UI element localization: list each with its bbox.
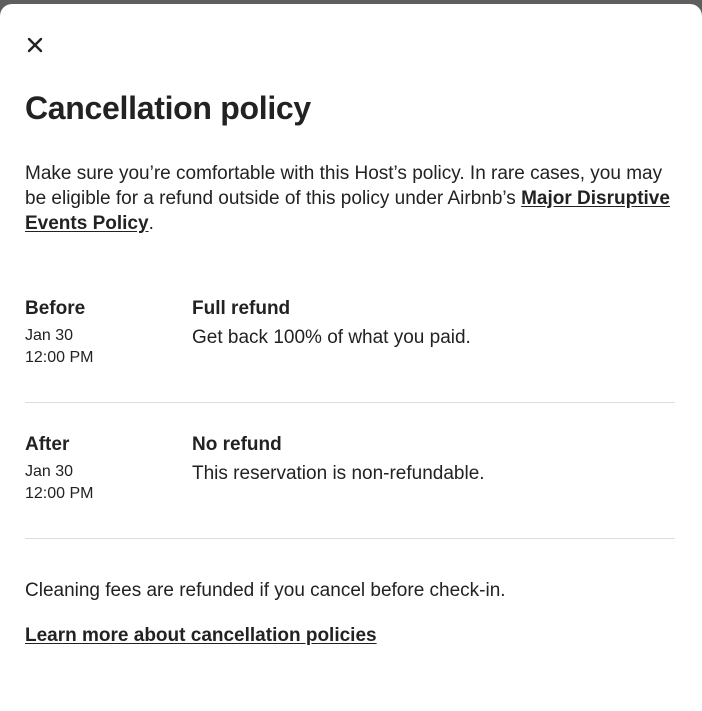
dialog-title: Cancellation policy (25, 90, 311, 126)
cancellation-policy-dialog (0, 4, 702, 711)
refund-heading: Full refund (192, 298, 291, 319)
learn-more-link[interactable]: Learn more about cancellation policies (25, 625, 377, 646)
policy-refund (192, 296, 672, 350)
close-button[interactable] (20, 30, 50, 60)
policy-when-label: After (25, 434, 70, 455)
policy-date: Jan 30 (25, 327, 74, 344)
policy-intro (25, 161, 675, 236)
refund-description: This reservation is non-refundable. (192, 463, 485, 484)
policy-row-after (25, 432, 675, 512)
row-divider (25, 538, 675, 539)
policy-intro-text: Make sure you’re comfortable with this Host’s policy. In rare cases, you may be eligible for a refund outside of this policy under Airbnb’s (25, 163, 663, 209)
policy-when (25, 432, 185, 505)
policy-refund (192, 432, 672, 486)
close-icon (27, 37, 43, 53)
policy-time: 12:00 PM (25, 485, 94, 502)
policy-row-before (25, 296, 675, 376)
refund-heading: No refund (192, 434, 282, 455)
policy-date: Jan 30 (25, 463, 74, 480)
cleaning-fee-note: Cleaning fees are refunded if you cancel before check-in. (25, 580, 506, 601)
row-divider (25, 402, 675, 403)
policy-intro-end: . (148, 213, 154, 234)
refund-description: Get back 100% of what you paid. (192, 327, 471, 348)
policy-time: 12:00 PM (25, 349, 94, 366)
policy-when (25, 296, 185, 369)
policy-when-label: Before (25, 298, 86, 319)
major-disruptive-events-link[interactable]: Major Disruptive Events Policy (25, 188, 670, 234)
